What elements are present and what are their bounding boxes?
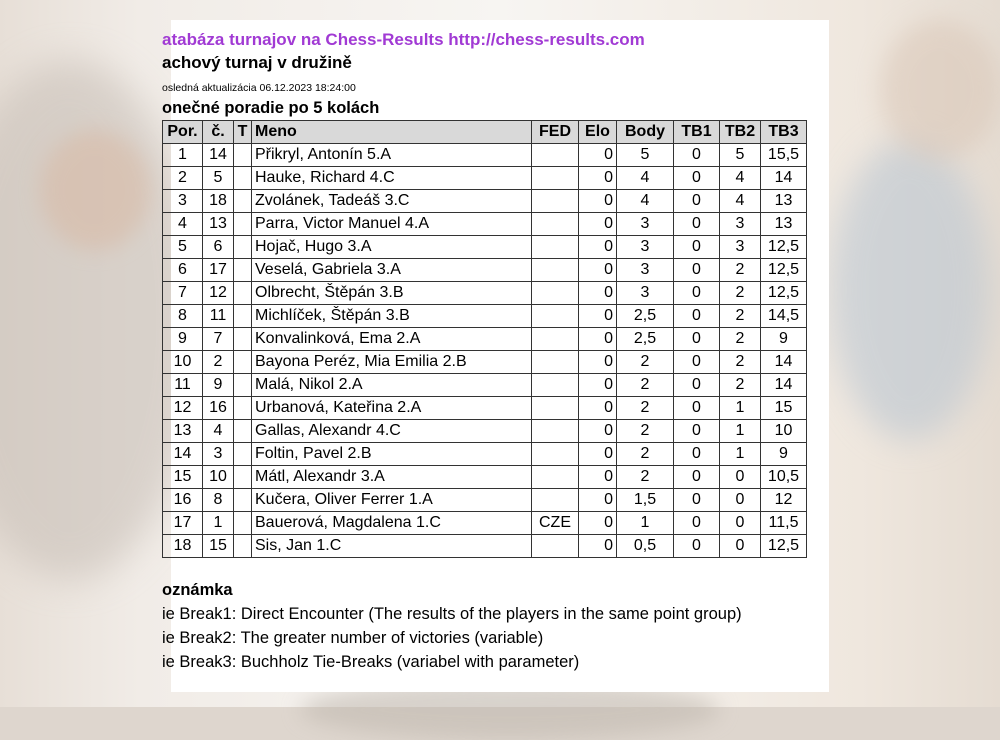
table-row — [163, 190, 807, 213]
cell-tb1: 0 — [674, 144, 720, 167]
table-header-row — [163, 121, 807, 144]
cell-tb2: 2 — [720, 305, 761, 328]
cell-rank: 16 — [163, 489, 203, 512]
cell-title — [234, 144, 252, 167]
table-row — [163, 466, 807, 489]
cell-elo: 0 — [579, 420, 617, 443]
cell-rank: 4 — [163, 213, 203, 236]
cell-elo: 0 — [579, 213, 617, 236]
cell-points: 5 — [617, 144, 674, 167]
table-row — [163, 213, 807, 236]
cell-number: 4 — [203, 420, 234, 443]
cell-tb3: 15 — [761, 397, 807, 420]
tournament-title: achový turnaj v družině — [162, 53, 352, 72]
cell-tb1: 0 — [674, 512, 720, 535]
cell-tb1: 0 — [674, 328, 720, 351]
table-row — [163, 144, 807, 167]
note-tiebreak-2: ie Break2: The greater number of victories (variable) — [162, 629, 544, 647]
cell-rank: 8 — [163, 305, 203, 328]
cell-rank: 18 — [163, 535, 203, 558]
cell-tb1: 0 — [674, 236, 720, 259]
cell-number: 14 — [203, 144, 234, 167]
cell-tb2: 2 — [720, 351, 761, 374]
col-header-name: Meno — [252, 121, 532, 144]
note-title: oznámka — [162, 581, 233, 599]
table-row — [163, 282, 807, 305]
col-header-tb1: TB1 — [674, 121, 720, 144]
cell-points: 2,5 — [617, 328, 674, 351]
cell-tb3: 12,5 — [761, 282, 807, 305]
cell-elo: 0 — [579, 397, 617, 420]
cell-title — [234, 512, 252, 535]
cell-points: 2 — [617, 443, 674, 466]
cell-elo: 0 — [579, 466, 617, 489]
cell-points: 0,5 — [617, 535, 674, 558]
cell-tb2: 3 — [720, 213, 761, 236]
cell-name: Hojač, Hugo 3.A — [252, 236, 532, 259]
cell-points: 2 — [617, 420, 674, 443]
cell-fed — [532, 259, 579, 282]
cell-tb3: 14,5 — [761, 305, 807, 328]
cell-name: Michlíček, Štěpán 3.B — [252, 305, 532, 328]
cell-title — [234, 374, 252, 397]
cell-tb1: 0 — [674, 420, 720, 443]
table-row — [163, 420, 807, 443]
cell-tb2: 2 — [720, 328, 761, 351]
cell-elo: 0 — [579, 144, 617, 167]
cell-title — [234, 167, 252, 190]
cell-points: 2,5 — [617, 305, 674, 328]
table-row — [163, 259, 807, 282]
cell-fed — [532, 190, 579, 213]
cell-tb1: 0 — [674, 213, 720, 236]
cell-name: Urbanová, Kateřina 2.A — [252, 397, 532, 420]
cell-name: Hauke, Richard 4.C — [252, 167, 532, 190]
cell-number: 8 — [203, 489, 234, 512]
cell-points: 4 — [617, 167, 674, 190]
cell-tb1: 0 — [674, 190, 720, 213]
cell-tb2: 2 — [720, 259, 761, 282]
cell-rank: 11 — [163, 374, 203, 397]
cell-number: 18 — [203, 190, 234, 213]
cell-tb1: 0 — [674, 351, 720, 374]
table-row — [163, 489, 807, 512]
cell-points: 3 — [617, 259, 674, 282]
cell-title — [234, 282, 252, 305]
col-header-number: č. — [203, 121, 234, 144]
cell-title — [234, 489, 252, 512]
cell-fed — [532, 328, 579, 351]
cell-fed — [532, 282, 579, 305]
cell-tb2: 0 — [720, 512, 761, 535]
cell-tb2: 1 — [720, 420, 761, 443]
cell-tb3: 12,5 — [761, 236, 807, 259]
cell-name: Gallas, Alexandr 4.C — [252, 420, 532, 443]
standings-table — [162, 120, 807, 558]
cell-tb2: 4 — [720, 190, 761, 213]
cell-elo: 0 — [579, 328, 617, 351]
table-row — [163, 374, 807, 397]
cell-tb3: 9 — [761, 328, 807, 351]
cell-rank: 9 — [163, 328, 203, 351]
cell-elo: 0 — [579, 167, 617, 190]
cell-tb1: 0 — [674, 466, 720, 489]
cell-rank: 10 — [163, 351, 203, 374]
cell-tb2: 1 — [720, 397, 761, 420]
cell-number: 1 — [203, 512, 234, 535]
cell-rank: 2 — [163, 167, 203, 190]
cell-name: Kučera, Oliver Ferrer 1.A — [252, 489, 532, 512]
cell-fed — [532, 351, 579, 374]
note-tiebreak-1: ie Break1: Direct Encounter (The results of the players in the same point group) — [162, 605, 742, 623]
cell-tb3: 13 — [761, 213, 807, 236]
cell-tb3: 12,5 — [761, 259, 807, 282]
cell-elo: 0 — [579, 443, 617, 466]
last-update-text: osledná aktualizácia 06.12.2023 18:24:00 — [162, 82, 356, 94]
cell-points: 2 — [617, 351, 674, 374]
cell-points: 3 — [617, 282, 674, 305]
cell-fed — [532, 420, 579, 443]
cell-name: Parra, Victor Manuel 4.A — [252, 213, 532, 236]
cell-name: Sis, Jan 1.C — [252, 535, 532, 558]
cell-tb1: 0 — [674, 282, 720, 305]
cell-rank: 14 — [163, 443, 203, 466]
cell-number: 13 — [203, 213, 234, 236]
cell-points: 3 — [617, 236, 674, 259]
cell-tb2: 2 — [720, 374, 761, 397]
cell-number: 3 — [203, 443, 234, 466]
cell-elo: 0 — [579, 259, 617, 282]
cell-number: 16 — [203, 397, 234, 420]
cell-title — [234, 213, 252, 236]
table-row — [163, 512, 807, 535]
cell-number: 17 — [203, 259, 234, 282]
cell-name: Zvolánek, Tadeáš 3.C — [252, 190, 532, 213]
col-header-title: T — [234, 121, 252, 144]
cell-tb1: 0 — [674, 397, 720, 420]
cell-elo: 0 — [579, 190, 617, 213]
cell-points: 2 — [617, 374, 674, 397]
cell-rank: 7 — [163, 282, 203, 305]
cell-tb3: 10 — [761, 420, 807, 443]
table-row — [163, 236, 807, 259]
cell-fed — [532, 535, 579, 558]
cell-points: 1 — [617, 512, 674, 535]
cell-elo: 0 — [579, 535, 617, 558]
cell-title — [234, 236, 252, 259]
cell-title — [234, 443, 252, 466]
col-header-tb2: TB2 — [720, 121, 761, 144]
cell-name: Konvalinková, Ema 2.A — [252, 328, 532, 351]
cell-elo: 0 — [579, 351, 617, 374]
results-document — [162, 20, 829, 692]
cell-tb2: 0 — [720, 466, 761, 489]
cell-elo: 0 — [579, 374, 617, 397]
cell-rank: 15 — [163, 466, 203, 489]
cell-title — [234, 328, 252, 351]
cell-name: Olbrecht, Štěpán 3.B — [252, 282, 532, 305]
table-row — [163, 397, 807, 420]
cell-fed — [532, 397, 579, 420]
cell-title — [234, 351, 252, 374]
cell-tb3: 14 — [761, 351, 807, 374]
cell-number: 7 — [203, 328, 234, 351]
cell-tb2: 1 — [720, 443, 761, 466]
cell-tb3: 12,5 — [761, 535, 807, 558]
cell-name: Mátl, Alexandr 3.A — [252, 466, 532, 489]
note-tiebreak-3: ie Break3: Buchholz Tie-Breaks (variabel with parameter) — [162, 653, 580, 671]
cell-elo: 0 — [579, 282, 617, 305]
cell-elo: 0 — [579, 512, 617, 535]
cell-tb1: 0 — [674, 443, 720, 466]
table-row — [163, 443, 807, 466]
cell-tb3: 14 — [761, 167, 807, 190]
cell-points: 2 — [617, 466, 674, 489]
cell-elo: 0 — [579, 236, 617, 259]
cell-rank: 3 — [163, 190, 203, 213]
cell-elo: 0 — [579, 305, 617, 328]
cell-fed — [532, 374, 579, 397]
cell-fed: CZE — [532, 512, 579, 535]
col-header-tb3: TB3 — [761, 121, 807, 144]
cell-title — [234, 305, 252, 328]
cell-tb1: 0 — [674, 535, 720, 558]
cell-fed — [532, 466, 579, 489]
cell-points: 3 — [617, 213, 674, 236]
cell-tb1: 0 — [674, 259, 720, 282]
cell-tb3: 14 — [761, 374, 807, 397]
cell-rank: 1 — [163, 144, 203, 167]
cell-tb2: 0 — [720, 489, 761, 512]
cell-number: 12 — [203, 282, 234, 305]
cell-name: Bayona Peréz, Mia Emilia 2.B — [252, 351, 532, 374]
table-row — [163, 535, 807, 558]
cell-fed — [532, 236, 579, 259]
cell-number: 6 — [203, 236, 234, 259]
col-header-fed: FED — [532, 121, 579, 144]
cell-name: Přikryl, Antonín 5.A — [252, 144, 532, 167]
col-header-rank: Por. — [163, 121, 203, 144]
cell-fed — [532, 305, 579, 328]
cell-rank: 12 — [163, 397, 203, 420]
cell-tb2: 5 — [720, 144, 761, 167]
table-row — [163, 167, 807, 190]
table-row — [163, 328, 807, 351]
standings-heading: onečné poradie po 5 kolách — [162, 99, 380, 117]
cell-tb2: 4 — [720, 167, 761, 190]
cell-tb3: 10,5 — [761, 466, 807, 489]
cell-tb3: 12 — [761, 489, 807, 512]
cell-title — [234, 420, 252, 443]
cell-title — [234, 190, 252, 213]
col-header-elo: Elo — [579, 121, 617, 144]
cell-rank: 6 — [163, 259, 203, 282]
cell-title — [234, 466, 252, 489]
cell-fed — [532, 213, 579, 236]
cell-title — [234, 535, 252, 558]
cell-fed — [532, 167, 579, 190]
cell-name: Bauerová, Magdalena 1.C — [252, 512, 532, 535]
cell-elo: 0 — [579, 489, 617, 512]
table-row — [163, 305, 807, 328]
cell-number: 11 — [203, 305, 234, 328]
cell-points: 2 — [617, 397, 674, 420]
cell-tb1: 0 — [674, 167, 720, 190]
cell-points: 1,5 — [617, 489, 674, 512]
cell-name: Foltin, Pavel 2.B — [252, 443, 532, 466]
cell-tb2: 3 — [720, 236, 761, 259]
cell-number: 15 — [203, 535, 234, 558]
cell-fed — [532, 489, 579, 512]
cell-name: Malá, Nikol 2.A — [252, 374, 532, 397]
table-row — [163, 351, 807, 374]
cell-tb1: 0 — [674, 305, 720, 328]
cell-tb3: 15,5 — [761, 144, 807, 167]
cell-name: Veselá, Gabriela 3.A — [252, 259, 532, 282]
cell-number: 9 — [203, 374, 234, 397]
cell-tb3: 13 — [761, 190, 807, 213]
cell-tb2: 0 — [720, 535, 761, 558]
cell-number: 2 — [203, 351, 234, 374]
cell-tb3: 9 — [761, 443, 807, 466]
cell-tb1: 0 — [674, 374, 720, 397]
cell-points: 4 — [617, 190, 674, 213]
cell-title — [234, 259, 252, 282]
cell-fed — [532, 443, 579, 466]
site-title-link[interactable]: atabáza turnajov na Chess-Results http://chess-results.com — [162, 30, 645, 49]
cell-rank: 5 — [163, 236, 203, 259]
cell-rank: 13 — [163, 420, 203, 443]
cell-tb1: 0 — [674, 489, 720, 512]
cell-tb2: 2 — [720, 282, 761, 305]
cell-number: 5 — [203, 167, 234, 190]
cell-number: 10 — [203, 466, 234, 489]
cell-title — [234, 397, 252, 420]
cell-rank: 17 — [163, 512, 203, 535]
cell-tb3: 11,5 — [761, 512, 807, 535]
cell-fed — [532, 144, 579, 167]
col-header-points: Body — [617, 121, 674, 144]
